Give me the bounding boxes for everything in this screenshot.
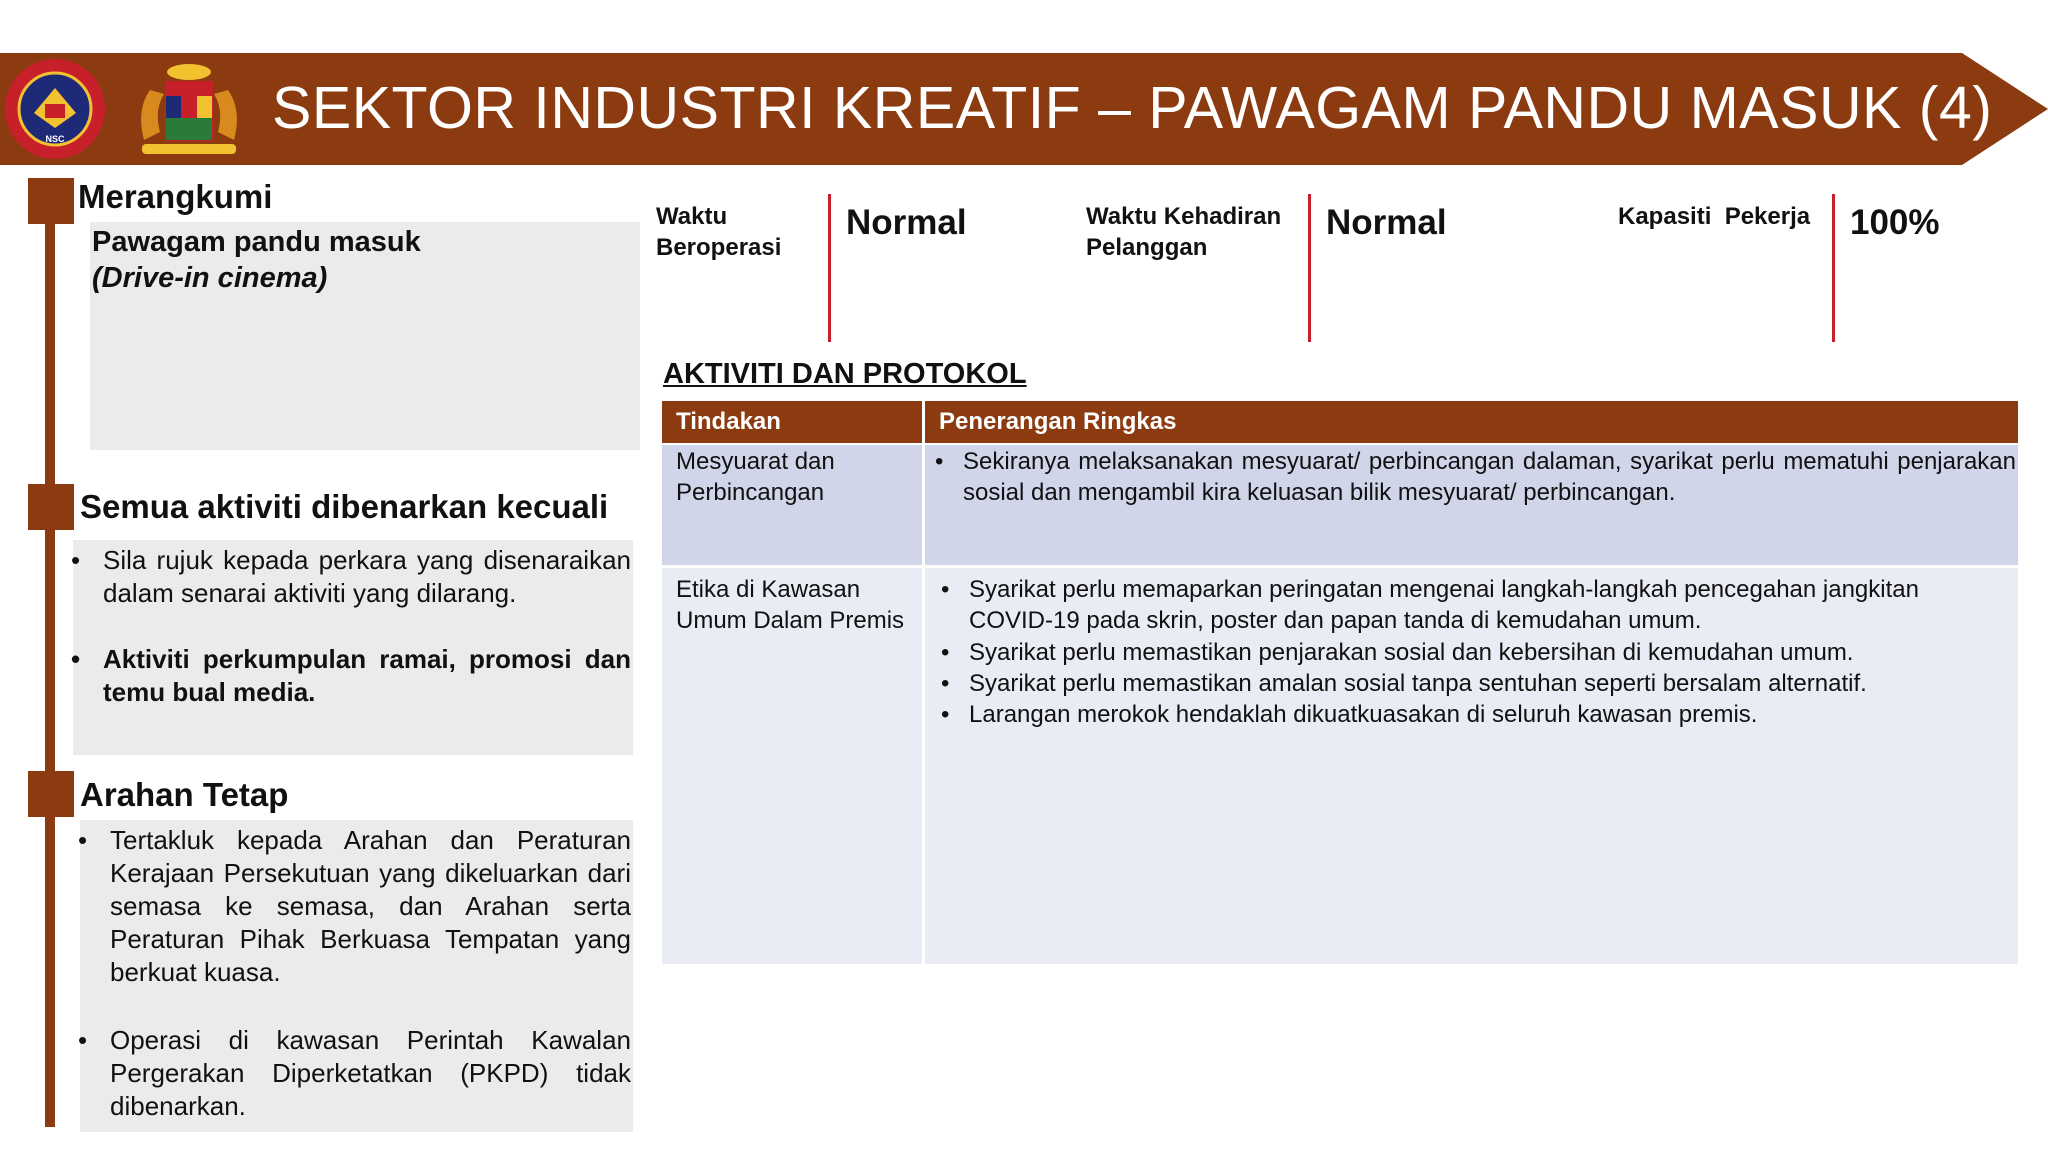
row-description-bullet: • Sekiranya melaksanakan mesyuarat/ perbincangan dalaman, syarikat perlu mematuhi penjarakan sosial dan mengambil kira keluasan bilik mesyuarat/ perbincangan. — [935, 448, 2016, 506]
status-divider — [1308, 194, 1311, 342]
directives-heading: Arahan Tetap — [80, 776, 289, 813]
activities-title: AKTIVITI DAN PROTOKOL — [663, 358, 1027, 390]
coat-of-arms-logo — [122, 60, 256, 160]
status-label-operating-hours: Waktu Beroperasi — [656, 203, 782, 261]
bullet-icon: • — [941, 701, 950, 728]
bullet-icon: • — [78, 1025, 88, 1055]
status-value-operating-hours: Normal — [846, 203, 967, 242]
bullet-icon: • — [78, 825, 88, 855]
timeline-line — [45, 190, 55, 1127]
row-description-bullet: • Syarikat perlu memaparkan peringatan mengenai langkah-langkah pencegahan jangkitan COVID-19 pada skrin, poster dan papan tanda di kemudahan umum. — [941, 576, 1919, 634]
bullet-icon: • — [941, 639, 950, 666]
bullet-icon: • — [71, 644, 81, 674]
summary-text — [92, 224, 421, 296]
bullet-icon: • — [71, 545, 81, 575]
status-value-worker-capacity: 100% — [1850, 203, 1940, 242]
status-label-worker-capacity: Kapasiti Pekerja — [1618, 203, 1811, 230]
allowed-heading: Semua aktiviti dibenarkan kecuali — [80, 488, 609, 525]
row-action-cell: Etika di Kawasan Umum Dalam Premis — [676, 576, 905, 634]
summary-item-name: Pawagam pandu masuk — [92, 226, 421, 258]
section-marker — [28, 771, 74, 817]
status-divider — [828, 194, 831, 342]
column-header-description: Penerangan Ringkas — [925, 401, 2018, 443]
row-description-bullet: • Larangan merokok hendaklah dikuatkuasakan di seluruh kawasan premis. — [941, 701, 1758, 728]
row-description-bullet: • Syarikat perlu memastikan amalan sosial tanpa sentuhan seperti bersalam alternatif. — [941, 670, 1867, 697]
summary-item-english: (Drive-in cinema) — [92, 262, 328, 294]
directives-bullet-2: • Operasi di kawasan Perintah Kawalan Pergerakan Diperketatkan (PKPD) tidak dibenarkan. — [78, 1025, 631, 1121]
summary-heading: Merangkumi — [78, 178, 273, 215]
bullet-icon: • — [941, 576, 950, 603]
bullet-icon: • — [935, 448, 944, 475]
nsc-logo — [4, 58, 106, 160]
section-marker — [28, 178, 74, 224]
status-label-customer-hours: Waktu Kehadiran Pelanggan — [1086, 203, 1282, 261]
column-header-action: Tindakan — [662, 401, 922, 443]
bullet-icon: • — [941, 670, 950, 697]
page-title: SEKTOR INDUSTRI KREATIF – PAWAGAM PANDU MASUK (4) — [272, 75, 1993, 141]
status-value-customer-hours: Normal — [1326, 203, 1447, 242]
row-action-cell: Mesyuarat dan Perbincangan — [676, 448, 835, 506]
allowed-bullet-2: • Aktiviti perkumpulan ramai, promosi dan temu bual media. — [71, 644, 631, 707]
row-description-bullet: • Syarikat perlu memastikan penjarakan sosial dan kebersihan di kemudahan umum. — [941, 639, 1854, 666]
section-marker — [28, 484, 74, 530]
status-divider — [1832, 194, 1835, 342]
allowed-bullet-1: • Sila rujuk kepada perkara yang disenaraikan dalam senarai aktiviti yang dilarang. — [71, 545, 631, 608]
directives-bullet-1: • Tertakluk kepada Arahan dan Peraturan Kerajaan Persekutuan yang dikeluarkan dari semasa ke semasa, dan Arahan serta Peraturan Pihak Berkuasa Tempatan yang berkuat kuasa. — [78, 825, 631, 987]
svg-text:NSC: NSC — [45, 134, 65, 144]
